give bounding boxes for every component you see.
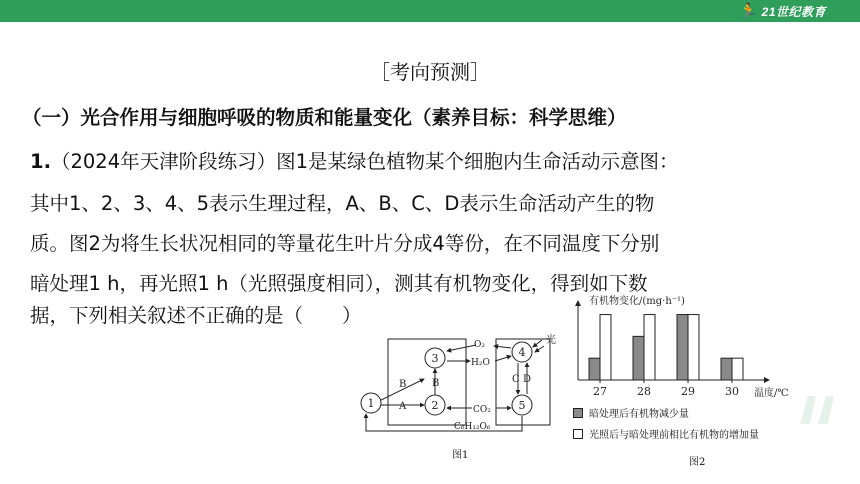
figure-1-caption: 图1 (452, 450, 469, 461)
label-b-inner: B (432, 378, 440, 389)
bar-29-series-1 (677, 315, 688, 380)
legend-swatch-gray (573, 408, 583, 418)
label-glucose: C₆H₁₂O₆ (454, 422, 491, 432)
node-1-label: 1 (367, 397, 375, 410)
label-d: D (523, 374, 532, 385)
bar-28-series-2 (644, 315, 655, 380)
arrow-o2-3 (447, 345, 476, 351)
legend-series-1 (573, 405, 689, 420)
figure-2-caption: 图2 (689, 457, 706, 468)
arrow-5-glucose-1 (366, 414, 522, 431)
node-5-label: 5 (518, 399, 526, 412)
label-h2o: H₂O (471, 358, 490, 368)
bar-30-series-1 (721, 358, 732, 380)
watermark-icon (796, 390, 842, 430)
section-title: ［考向预测］ (370, 60, 490, 84)
chart-bars (589, 315, 743, 380)
x-tick-label-27: 27 (593, 385, 607, 398)
question-line-3: 质。图2为将生长状况相同的等量花生叶片分成4等份，在不同温度下分别 (30, 232, 660, 255)
bar-29-series-2 (688, 315, 699, 380)
x-axis-arrow (764, 377, 770, 383)
label-co2: CO₂ (473, 405, 491, 415)
y-axis-label: 有机物变化/(mg·h⁻¹) (589, 296, 685, 307)
legend-swatch-white (573, 429, 583, 439)
runner-icon: 🏃 (738, 2, 758, 20)
label-o2: O₂ (474, 340, 485, 350)
top-banner (0, 0, 860, 22)
question-line-4: 暗处理1 h，再光照1 h（光照强度相同），测其有机物变化，得到如下数 (30, 272, 648, 295)
x-axis-label: 温度/℃ (754, 388, 789, 399)
legend-label-1: 暗处理后有机物减少量 (589, 409, 689, 420)
label-c: C (512, 374, 520, 385)
node-2-label: 2 (431, 399, 439, 412)
light-ray-1 (533, 340, 542, 347)
light-ray-2 (535, 346, 544, 352)
y-axis-arrow (575, 300, 581, 306)
question-line-5: 据，下列相关叙述不正确的是（ ） (30, 304, 362, 327)
question-number: 1. (30, 150, 51, 173)
x-tick-label-29: 29 (681, 385, 695, 398)
legend-series-2 (573, 426, 759, 441)
question-line-1 (30, 148, 679, 176)
bar-30-series-2 (732, 358, 743, 380)
legend-label-2: 光照后与暗处理前相比有机物的增加量 (589, 430, 759, 441)
question-source: （2024年天津阶段练习） (50, 150, 277, 173)
node-4-label: 4 (518, 346, 526, 359)
x-tick-label-30: 30 (725, 385, 739, 398)
question-line-2: 其中1、2、3、4、5表示生理过程，A、B、C、D表示生命活动产生的物 (30, 192, 655, 215)
label-b: B (399, 379, 407, 390)
x-tick-label-28: 28 (637, 385, 651, 398)
figure-1-diagram (346, 334, 558, 462)
site-logo[interactable] (739, 2, 826, 20)
bar-28-series-1 (633, 336, 644, 380)
arrow-4-o2 (494, 346, 511, 348)
arrow-h2o-4 (495, 356, 511, 361)
question-text-1: 图1是某绿色植物某个细胞内生命活动示意图： (276, 150, 679, 173)
subheading: （一）光合作用与细胞呼吸的物质和能量变化（素养目标：科学思维） (22, 106, 627, 129)
logo-text: 21世纪教育 (761, 4, 826, 19)
bar-27-series-1 (589, 358, 600, 380)
label-light: 光 (546, 335, 556, 346)
node-3-label: 3 (431, 352, 439, 365)
bar-27-series-2 (600, 315, 611, 380)
chart-ticks (593, 380, 739, 398)
label-a: A (399, 401, 407, 412)
